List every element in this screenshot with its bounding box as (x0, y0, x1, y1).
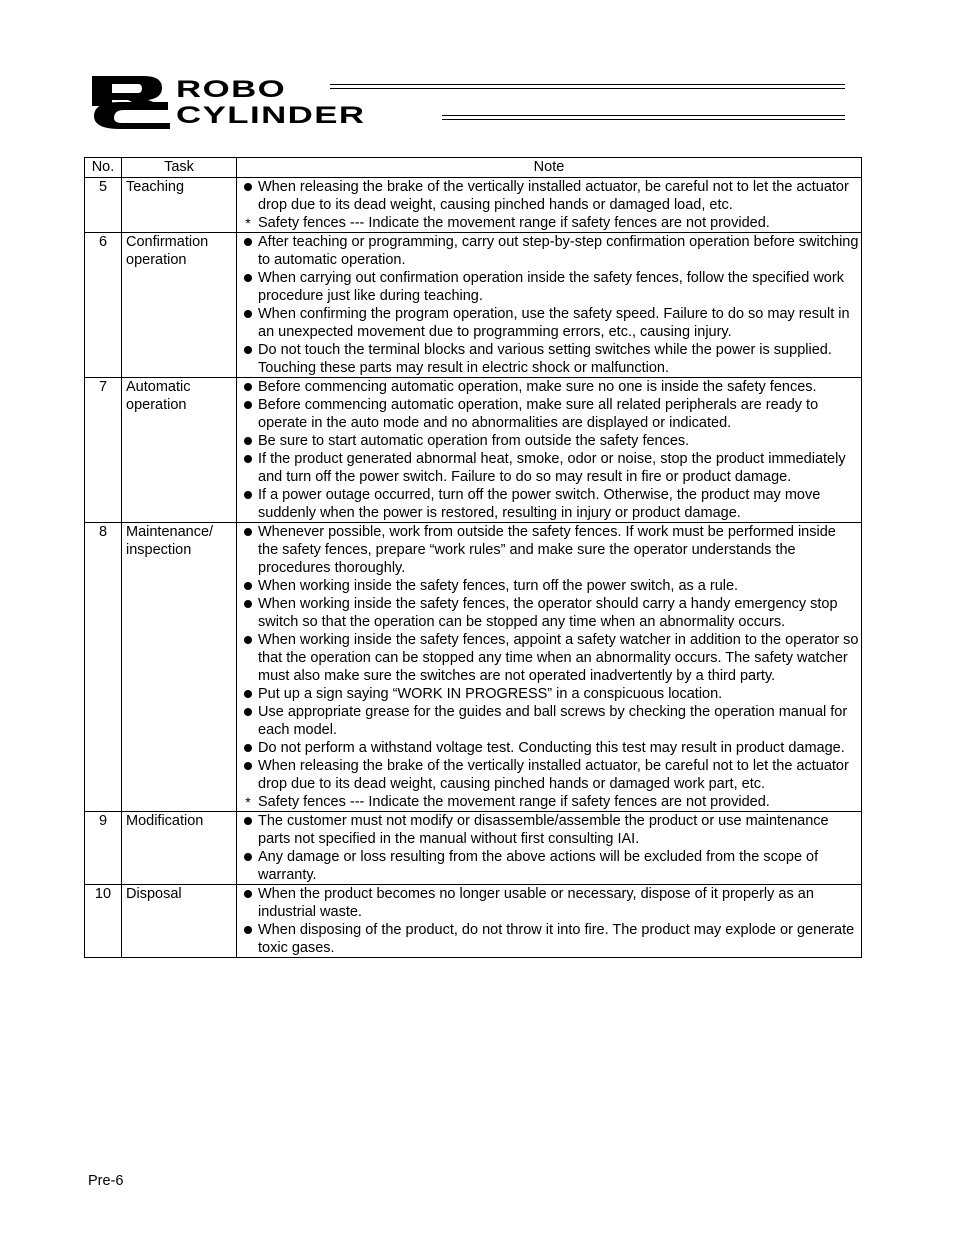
note-item (237, 631, 861, 685)
bullet-icon (241, 396, 255, 414)
bullet-dot-icon (244, 183, 252, 191)
bullet-icon (241, 486, 255, 504)
bullet-dot-icon (244, 890, 252, 898)
bullet-dot-icon (244, 437, 252, 445)
note-text: When disposing of the product, do not throw it into fire. The product may explode or generate toxic gases. (258, 922, 855, 956)
table-row (85, 885, 862, 958)
column-header-no: No. (85, 158, 122, 178)
row-number: 8 (85, 523, 122, 812)
bullet-icon (241, 703, 255, 721)
header-rule (442, 115, 845, 116)
row-task: Maintenance/ inspection (122, 523, 237, 812)
note-text: When working inside the safety fences, turn off the power switch, as a rule. (258, 578, 739, 594)
table-row (85, 523, 862, 812)
note-text: When confirming the program operation, use the safety speed. Failure to do so may result in an unexpected movement due to programming errors, etc., causing injury. (258, 306, 850, 340)
row-task: Automatic operation (122, 378, 237, 523)
row-number: 7 (85, 378, 122, 523)
bullet-icon (241, 921, 255, 939)
row-notes (237, 812, 862, 885)
note-item (237, 378, 861, 396)
row-number: 5 (85, 178, 122, 233)
bullet-icon (241, 233, 255, 251)
note-item (237, 793, 861, 811)
note-item (237, 341, 861, 377)
note-text: Any damage or loss resulting from the above actions will be excluded from the scope of warranty. (258, 849, 819, 883)
bullet-icon (241, 432, 255, 450)
note-item (237, 396, 861, 432)
bullet-dot-icon (244, 310, 252, 318)
note-text: When releasing the brake of the vertically installed actuator, be careful not to let the actuator drop due to its dead weight, causing pinched hands or damaged work part, etc. (258, 758, 849, 792)
bullet-dot-icon (244, 274, 252, 282)
bullet-icon (241, 523, 255, 541)
note-text: Before commencing automatic operation, make sure no one is inside the safety fences. (258, 379, 817, 395)
row-notes (237, 378, 862, 523)
note-text: Do not touch the terminal blocks and various setting switches while the power is supplied. Touching these parts may result in electric shock or malfunction. (258, 342, 832, 376)
note-text: Be sure to start automatic operation from outside the safety fences. (258, 433, 690, 449)
row-notes (237, 178, 862, 233)
note-item (237, 432, 861, 450)
note-item (237, 757, 861, 793)
bullet-icon (241, 305, 255, 323)
note-text: When the product becomes no longer usable or necessary, dispose of it properly as an industrial waste. (258, 886, 814, 920)
bullet-icon (241, 595, 255, 613)
note-item (237, 577, 861, 595)
bullet-icon (241, 341, 255, 359)
bullet-icon (241, 269, 255, 287)
note-text: The customer must not modify or disassemble/assemble the product or use maintenance parts not specified in the manual without first consulting IAI. (258, 813, 829, 847)
note-item (237, 848, 861, 884)
note-item (237, 812, 861, 848)
bullet-dot-icon (244, 708, 252, 716)
column-header-note: Note (237, 158, 862, 178)
bullet-dot-icon (244, 690, 252, 698)
note-item (237, 523, 861, 577)
row-number: 9 (85, 812, 122, 885)
row-task: Teaching (122, 178, 237, 233)
note-list (237, 233, 861, 377)
bullet-dot-icon (244, 926, 252, 934)
page-header (90, 74, 850, 134)
note-item (237, 703, 861, 739)
bullet-dot-icon (244, 744, 252, 752)
row-notes (237, 885, 862, 958)
bullet-dot-icon (244, 762, 252, 770)
note-item (237, 178, 861, 214)
bullet-dot-icon (244, 853, 252, 861)
row-task: Confirmation operation (122, 233, 237, 378)
bullet-dot-icon (244, 455, 252, 463)
note-text: Whenever possible, work from outside the safety fences. If work must be performed inside the safety fences, prepare “work rules” and make sure the operator understands the procedures thoroughly. (258, 524, 836, 576)
page-number: Pre-6 (88, 1173, 124, 1189)
note-text: Put up a sign saying “WORK IN PROGRESS” in a conspicuous location. (258, 686, 723, 702)
bullet-icon (241, 178, 255, 196)
bullet-dot-icon (244, 817, 252, 825)
row-number: 6 (85, 233, 122, 378)
note-item (237, 885, 861, 921)
logo-wordmark (176, 78, 365, 128)
bullet-icon (241, 739, 255, 757)
note-item (237, 595, 861, 631)
table-row (85, 378, 862, 523)
bullet-dot-icon (244, 582, 252, 590)
header-rule (330, 88, 845, 89)
bullet-icon (241, 577, 255, 595)
logo-line-1: ROBO (176, 76, 287, 103)
bullet-icon (241, 685, 255, 703)
row-notes (237, 523, 862, 812)
bullet-dot-icon (244, 401, 252, 409)
note-text: If a power outage occurred, turn off the power switch. Otherwise, the product may move suddenly when the power is restored, resulting in injury or product damage. (258, 487, 821, 521)
bullet-dot-icon (244, 528, 252, 536)
note-text: When carrying out confirmation operation inside the safety fences, follow the specified work procedure just like during teaching. (258, 270, 844, 304)
bullet-dot-icon (244, 238, 252, 246)
table-row (85, 812, 862, 885)
table-row (85, 233, 862, 378)
note-item (237, 685, 861, 703)
bullet-icon (241, 812, 255, 830)
bullet-dot-icon (244, 491, 252, 499)
logo-line-2: CYLINDER (176, 102, 366, 129)
bullet-dot-icon (244, 600, 252, 608)
row-task: Modification (122, 812, 237, 885)
note-text: If the product generated abnormal heat, smoke, odor or noise, stop the product immediately and turn off the power switch. Failure to do so may result in fire or product damage. (258, 451, 846, 485)
row-number: 10 (85, 885, 122, 958)
table-row (85, 178, 862, 233)
safety-table (84, 157, 862, 958)
header-rule (330, 84, 845, 85)
note-text: Before commencing automatic operation, make sure all related peripherals are ready to operate in the auto mode and no abnormalities are displayed or indicated. (258, 397, 819, 431)
bullet-icon (241, 848, 255, 866)
note-item (237, 305, 861, 341)
note-text: When releasing the brake of the vertically installed actuator, be careful not to let the actuator drop due to its dead weight, causing pinched hands or damaged load, etc. (258, 179, 849, 213)
note-item (237, 269, 861, 305)
bullet-dot-icon (244, 383, 252, 391)
note-item (237, 739, 861, 757)
row-task: Disposal (122, 885, 237, 958)
bullet-icon (241, 450, 255, 468)
bullet-icon (241, 378, 255, 396)
bullet-dot-icon (244, 636, 252, 644)
note-text: Safety fences --- Indicate the movement range if safety fences are not provided. (258, 215, 770, 231)
header-rule (442, 119, 845, 120)
note-list (237, 523, 861, 811)
bullet-icon (241, 885, 255, 903)
note-text: After teaching or programming, carry out step-by-step confirmation operation before switching to automatic operation. (258, 234, 859, 268)
note-list (237, 178, 861, 232)
asterisk-marker: * (245, 215, 251, 231)
bullet-icon (241, 631, 255, 649)
note-text: Do not perform a withstand voltage test. Conducting this test may result in product damage. (258, 740, 845, 756)
note-item (237, 486, 861, 522)
note-item (237, 921, 861, 957)
note-text: Use appropriate grease for the guides and ball screws by checking the operation manual for each model. (258, 704, 848, 738)
note-item (237, 233, 861, 269)
note-item (237, 450, 861, 486)
table-body (85, 178, 862, 958)
bullet-dot-icon (244, 346, 252, 354)
note-text: When working inside the safety fences, appoint a safety watcher in addition to the operator so that the operation can be stopped any time when an abnormality occurs. The safety watcher must also make sure the switches are not operated inadvertently by a third party. (258, 632, 859, 684)
note-list (237, 885, 861, 957)
column-header-task: Task (122, 158, 237, 178)
note-list (237, 378, 861, 522)
table-header-row (85, 158, 862, 178)
note-text: When working inside the safety fences, the operator should carry a handy emergency stop switch so that the operation can be stopped any time when an abnormality occurs. (258, 596, 838, 630)
note-text: Safety fences --- Indicate the movement range if safety fences are not provided. (258, 794, 770, 810)
bullet-icon (241, 757, 255, 775)
note-list (237, 812, 861, 884)
asterisk-marker: * (245, 794, 251, 810)
note-item (237, 214, 861, 232)
row-notes (237, 233, 862, 378)
rc-logo-icon (90, 74, 172, 130)
